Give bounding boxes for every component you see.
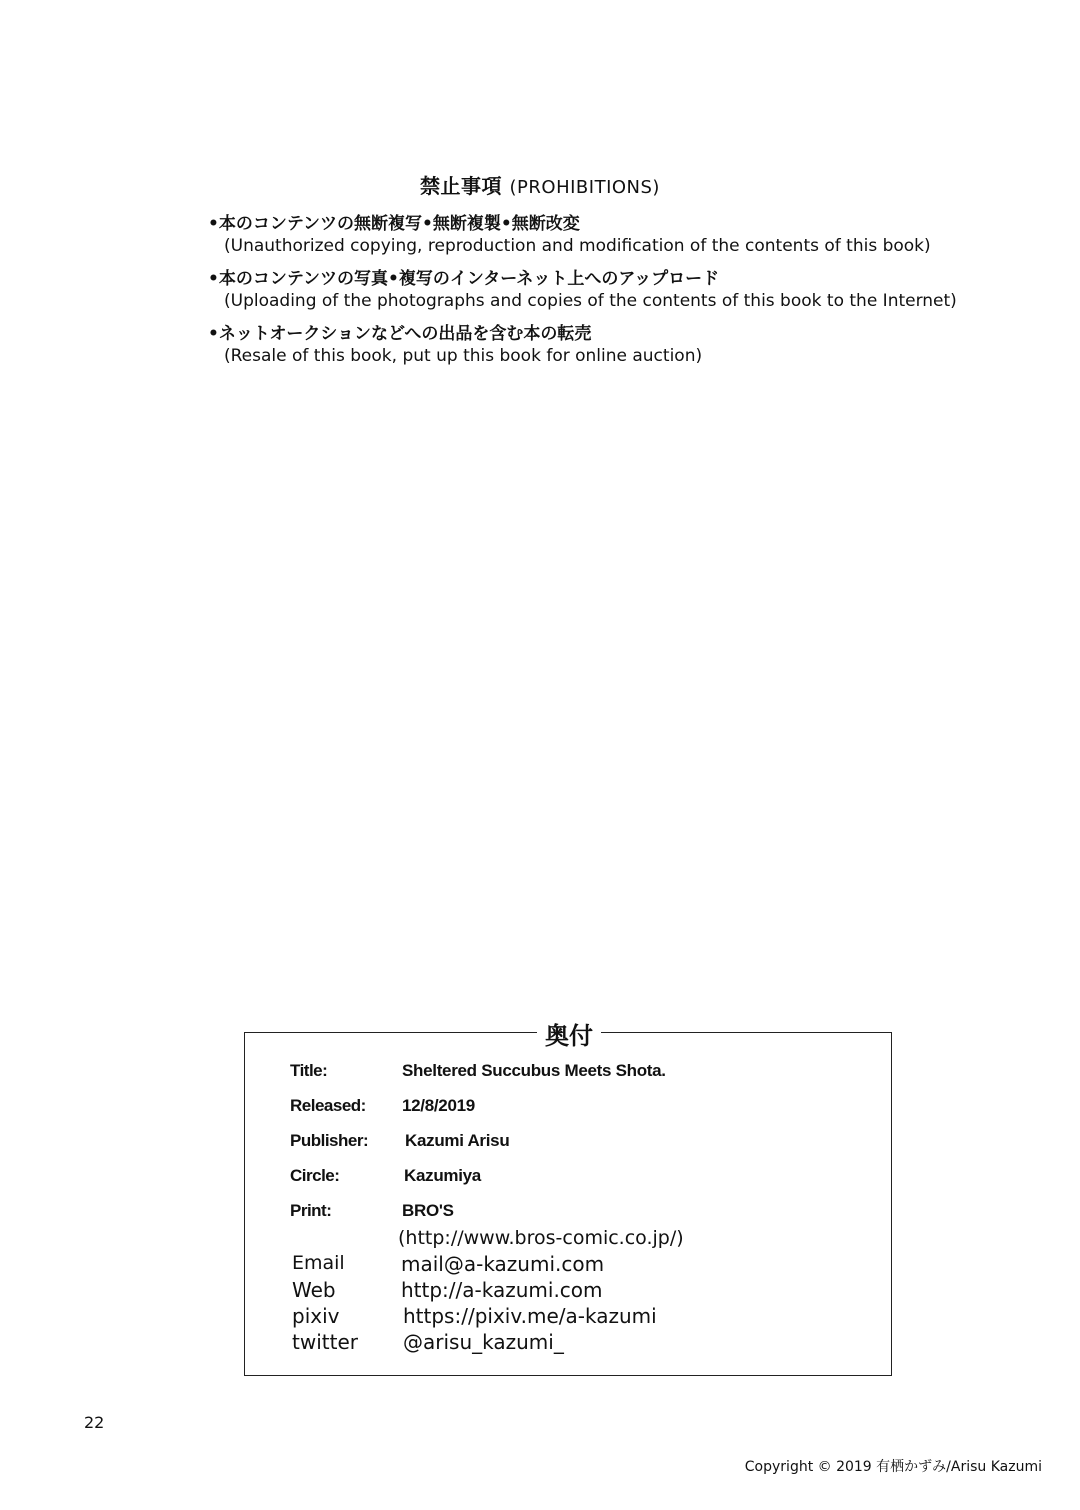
released-value: 12/8/2019 bbox=[402, 1096, 475, 1115]
prohibition-item-1 bbox=[208, 213, 931, 257]
twitter-label: twitter bbox=[292, 1330, 358, 1354]
publisher-label: Publisher: bbox=[290, 1131, 369, 1150]
prohibitions-heading bbox=[0, 170, 1080, 199]
pixiv-label: pixiv bbox=[292, 1304, 340, 1328]
prohibition-item-jp: •本のコンテンツの無断複写•無断複製•無断改変 bbox=[208, 214, 580, 234]
circle-label: Circle: bbox=[290, 1166, 340, 1185]
colophon-title: 奥付 bbox=[537, 1016, 601, 1051]
pixiv-value: https://pixiv.me/a-kazumi bbox=[403, 1304, 657, 1328]
prohibition-item-jp: •ネットオークションなどへの出品を含む本の転売 bbox=[208, 324, 592, 344]
title-label: Title: bbox=[290, 1061, 328, 1080]
prohibition-item-3 bbox=[208, 323, 702, 367]
twitter-value: @arisu_kazumi_ bbox=[403, 1330, 564, 1354]
prohibition-item-jp: •本のコンテンツの写真•複写のインターネット上へのアップロード bbox=[208, 269, 720, 289]
prohibition-item-2 bbox=[208, 268, 957, 312]
web-label: Web bbox=[292, 1278, 336, 1302]
email-value: mail@a-kazumi.com bbox=[401, 1252, 605, 1276]
prohibitions-title-en: (PROHIBITIONS) bbox=[509, 177, 660, 198]
circle-value: Kazumiya bbox=[404, 1166, 481, 1185]
print-label: Print: bbox=[290, 1201, 332, 1220]
print-url: (http://www.bros-comic.co.jp/) bbox=[398, 1227, 684, 1249]
page-number: 22 bbox=[84, 1413, 105, 1432]
released-label: Released: bbox=[290, 1096, 366, 1115]
publisher-value: Kazumi Arisu bbox=[405, 1131, 510, 1150]
copyright-notice: Copyright © 2019 有栖かずみ/Arisu Kazumi bbox=[744, 1459, 1042, 1475]
title-value: Sheltered Succubus Meets Shota. bbox=[402, 1061, 666, 1080]
web-value: http://a-kazumi.com bbox=[401, 1278, 603, 1302]
prohibition-item-en: (Resale of this book, put up this book for online auction) bbox=[224, 346, 703, 366]
prohibition-item-en: (Unauthorized copying, reproduction and modification of the contents of this book) bbox=[224, 236, 931, 256]
email-label: Email bbox=[292, 1252, 345, 1274]
prohibitions-title-jp: 禁止事項 bbox=[420, 174, 503, 198]
print-value: BRO'S bbox=[402, 1201, 454, 1220]
prohibition-item-en: (Uploading of the photographs and copies of the contents of this book to the Internet) bbox=[224, 291, 957, 311]
